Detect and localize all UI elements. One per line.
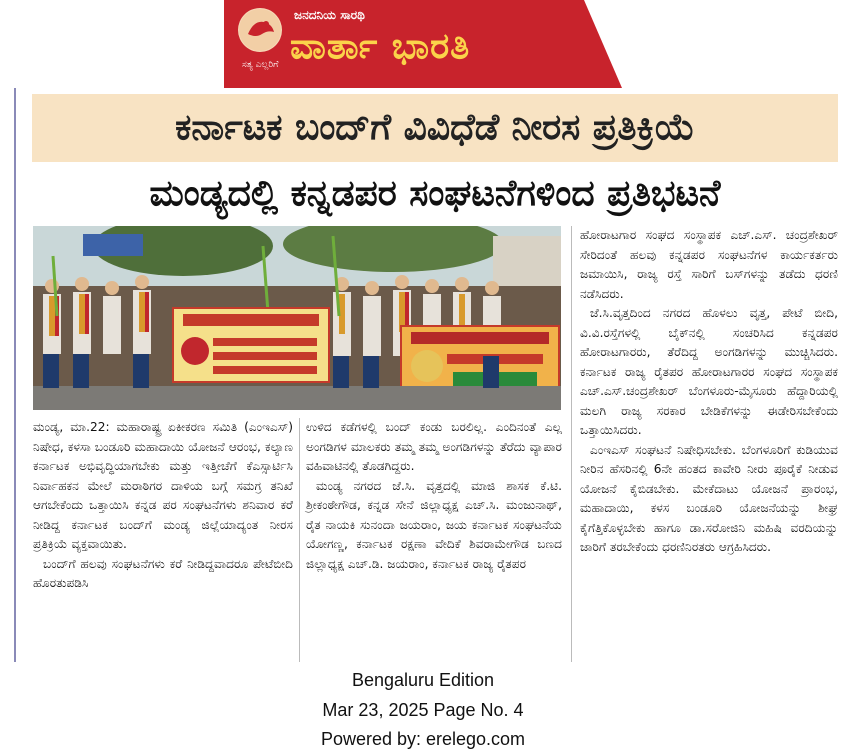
footer-powered-by: Powered by: erelego.com [320,729,526,749]
paragraph: ಹೋರಾಟಗಾರ ಸಂಘದ ಸಂಸ್ಥಾಪಕ ಎಚ್.ಎಸ್. ಚಂದ್ರಶೇಖರ್ ಸೇರಿದಂತೆ ಹಲವು ಕನ್ನಡಪರ ಸಂಘಟನೆಗಳ ಕಾರ್ಯಕರ್ತರು ಜಮಾಯಿಸಿ, ರಾಜ್ಯ ರಸ್ತೆ ಸಾರಿಗೆ ಬಸ್‌ಗಳನ್ನು ತಡೆದು ಧರಣಿ ನಡೆಸಿದರು. [580,228,838,301]
column-divider [571,226,572,662]
logo-text: ಸತ್ಯ ಎಲ್ಲರಿಗೆ [242,60,279,70]
article-column-1 [33,418,293,594]
column-divider [299,418,300,662]
kicker-band [32,94,838,162]
paragraph: ಮಂಡ್ಯ ನಗರದ ಜೆ.ಸಿ. ವೃತ್ತದಲ್ಲಿ ಮಾಜಿ ಶಾಸಕ ಕೆ.ಟಿ. ಶ್ರೀಕಂಠೇಗೌಡ, ಕನ್ನಡ ಸೇನೆ ಜಿಲ್ಲಾಧ್ಯಕ್ಷ ಎಚ್.ಸಿ. ಮಂಜುನಾಥ್, ರೈತ ನಾಯಕಿ ಸುನಂದಾ ಜಯರಾಂ, ಜಯ ಕರ್ನಾಟಕ ಸಂಘಟನೆಯ ಯೋಗಣ್ಣ, ಕರ್ನಾಟಕ ರಕ್ಷಣಾ ವೇದಿಕೆ ಶಿವರಾಮೇಗೌಡ ಬಣದ ಜಿಲ್ಲಾಧ್ಯಕ್ಷ ಎಚ್.ಡಿ. ಜಯರಾಂ, ಕರ್ನಾಟಕ ರಾಜ್ಯ ರೈತಪರ [306,478,562,571]
footer-date-page: Mar 23, 2025 Page No. 4 [322,700,524,720]
paragraph: ಜೆ.ಸಿ.ವೃತ್ತದಿಂದ ನಗರದ ಹೊಳಲು ವೃತ್ತ, ಪೇಟೆ ಬೀದಿ, ವಿ.ವಿ.ರಸ್ತೆಗಳಲ್ಲಿ ಬೈಕ್‌ನಲ್ಲಿ ಸಂಚರಿಸಿದ ಕನ್ನಡಪರ ಹೋರಾಟಗಾರರು, ತೆರೆದಿದ್ದ ಅಂಗಡಿಗಳನ್ನು ಮುಚ್ಚಿಸಿದರು. ಕರ್ನಾಟಕ ರಾಜ್ಯ ರೈತಪರ ಹೋರಾಟಗಾರರ ಸಂಘದ ಸಂಸ್ಥಾಪಕ ಎಚ್.ಎಸ್.ಚಂದ್ರಶೇಖರ್ ಬೆಂಗಳೂರು-ಮೈಸೂರು ಹೆದ್ದಾರಿಯಲ್ಲಿ ಮಲಗಿ ರಾಜ್ಯ ಸರಕಾರ ಬೇಡಿಕೆಗಳನ್ನು ಈಡೇರಿಸಬೇಕೆಂದು ಒತ್ತಾಯಿಸಿದರು. [580,306,838,437]
masthead-brand: ವಾರ್ತಾ ಭಾರತಿ [290,26,471,67]
logo-icon [238,8,282,52]
masthead-tagline: ಜನದನಿಯ ಸಾರಥಿ [294,8,365,22]
article-kicker: ಕರ್ನಾಟಕ ಬಂದ್‌ಗೆ ವಿವಿಧೆಡೆ ನೀರಸ ಪ್ರತಿಕ್ರಿಯೆ [175,107,695,148]
paragraph: ಉಳಿದ ಕಡೆಗಳಲ್ಲಿ ಬಂದ್ ಕಂಡು ಬರಲಿಲ್ಲ. ಎಂದಿನಂತೆ ಎಲ್ಲ ಅಂಗಡಿಗಳ ಮಾಲಕರು ತಮ್ಮ ತಮ್ಮ ಅಂಗಡಿಗಳನ್ನು ತೆರೆದು ವ್ಯಾಪಾರ ವಹಿವಾಟಿನಲ್ಲಿ ತೊಡಗಿದ್ದರು. [306,420,562,473]
article-column-2 [306,418,562,574]
paragraph: ಬಂದ್‌ಗೆ ಹಲವು ಸಂಘಟನೆಗಳು ಕರೆ ನೀಡಿದ್ದವಾದರೂ ಪೇಟೆಬೀದಿ ಹೊರತುಪಡಿಸಿ [33,556,293,590]
paragraph: ಮಂಡ್ಯ, ಮಾ.22: ಮಹಾರಾಷ್ಟ್ರ ಏಕೀಕರಣ ಸಮಿತಿ (ಎಂಇಎಸ್) ನಿಷೇಧ, ಕಳಸಾ ಬಂಡೂರಿ ಮಹಾದಾಯಿ ಯೋಜನೆ ಆರಂಭ, ಕಲ್ಯಾಣ ಕರ್ನಾಟಕ ಅಭಿವೃದ್ಧಿಯಾಗಬೇಕು ಮತ್ತು ಇತ್ತೀಚೆಗೆ ಕೆಎಸ್ಸಾರ್ಟಿಸಿ ನಿರ್ವಾಹಕನ ಮೇಲೆ ಮರಾಠಿಗರ ದಾಳಿಯ ಬಗ್ಗೆ ಸಮಗ್ರ ತನಿಖೆ ಆಗಬೇಕೆಂದು ಒತ್ತಾಯಿಸಿ ಕನ್ನಡ ಪರ ಸಂಘಟನೆಗಳು ಶನಿವಾರ ಕರೆ ನೀಡಿದ್ದ ಕರ್ನಾಟಕ ಬಂದ್‌ಗೆ ಮಂಡ್ಯ ಜಿಲ್ಲೆಯಾದ್ಯಂತ ನೀರಸ ಪ್ರತಿಕ್ರಿಯೆ ವ್ಯಕ್ತವಾಯಿತು. [33,420,293,551]
footer-edition: Bengaluru Edition [351,670,495,690]
article-column-3 [580,226,838,558]
masthead [224,0,622,88]
article-photo [33,226,561,410]
left-rule [14,88,16,662]
article-headline: ಮಂಡ್ಯದಲ್ಲಿ ಕನ್ನಡಪರ ಸಂಘಟನೆಗಳಿಂದ ಪ್ರತಿಭಟನೆ [149,173,721,214]
paragraph: ಎಂಇಎಸ್ ಸಂಘಟನೆ ನಿಷೇಧಿಸಬೇಕು. ಬೆಂಗಳೂರಿಗೆ ಕುಡಿಯುವ ನೀರಿನ ಹೆಸರಿನಲ್ಲಿ 6ನೇ ಹಂತದ ಕಾವೇರಿ ನೀರು ಪೂರೈಕೆ ನೀಡುವ ಯೋಜನೆ ಕೈಬಿಡಬೇಕು. ಮೇಕೆದಾಟು ಯೋಜನೆ ಪ್ರಾರಂಭ, ಮಹಾದಾಯಿ, ಕಳಸ ಬಂಡೂರಿ ಯೋಜನೆಯನ್ನು ಶೀಘ್ರ ಕೈಗೆತ್ತಿಕೊಳ್ಳಬೇಕು ಹಾಗೂ ಡಾ.ಸರೋಜಿನಿ ಮಹಿಷಿ ವರದಿಯನ್ನು ಜಾರಿಗೆ ತರಬೇಕೆಂದು ಧರಣಿನಿರತರು ಆಗ್ರಹಿಸಿದರು. [580,442,838,554]
